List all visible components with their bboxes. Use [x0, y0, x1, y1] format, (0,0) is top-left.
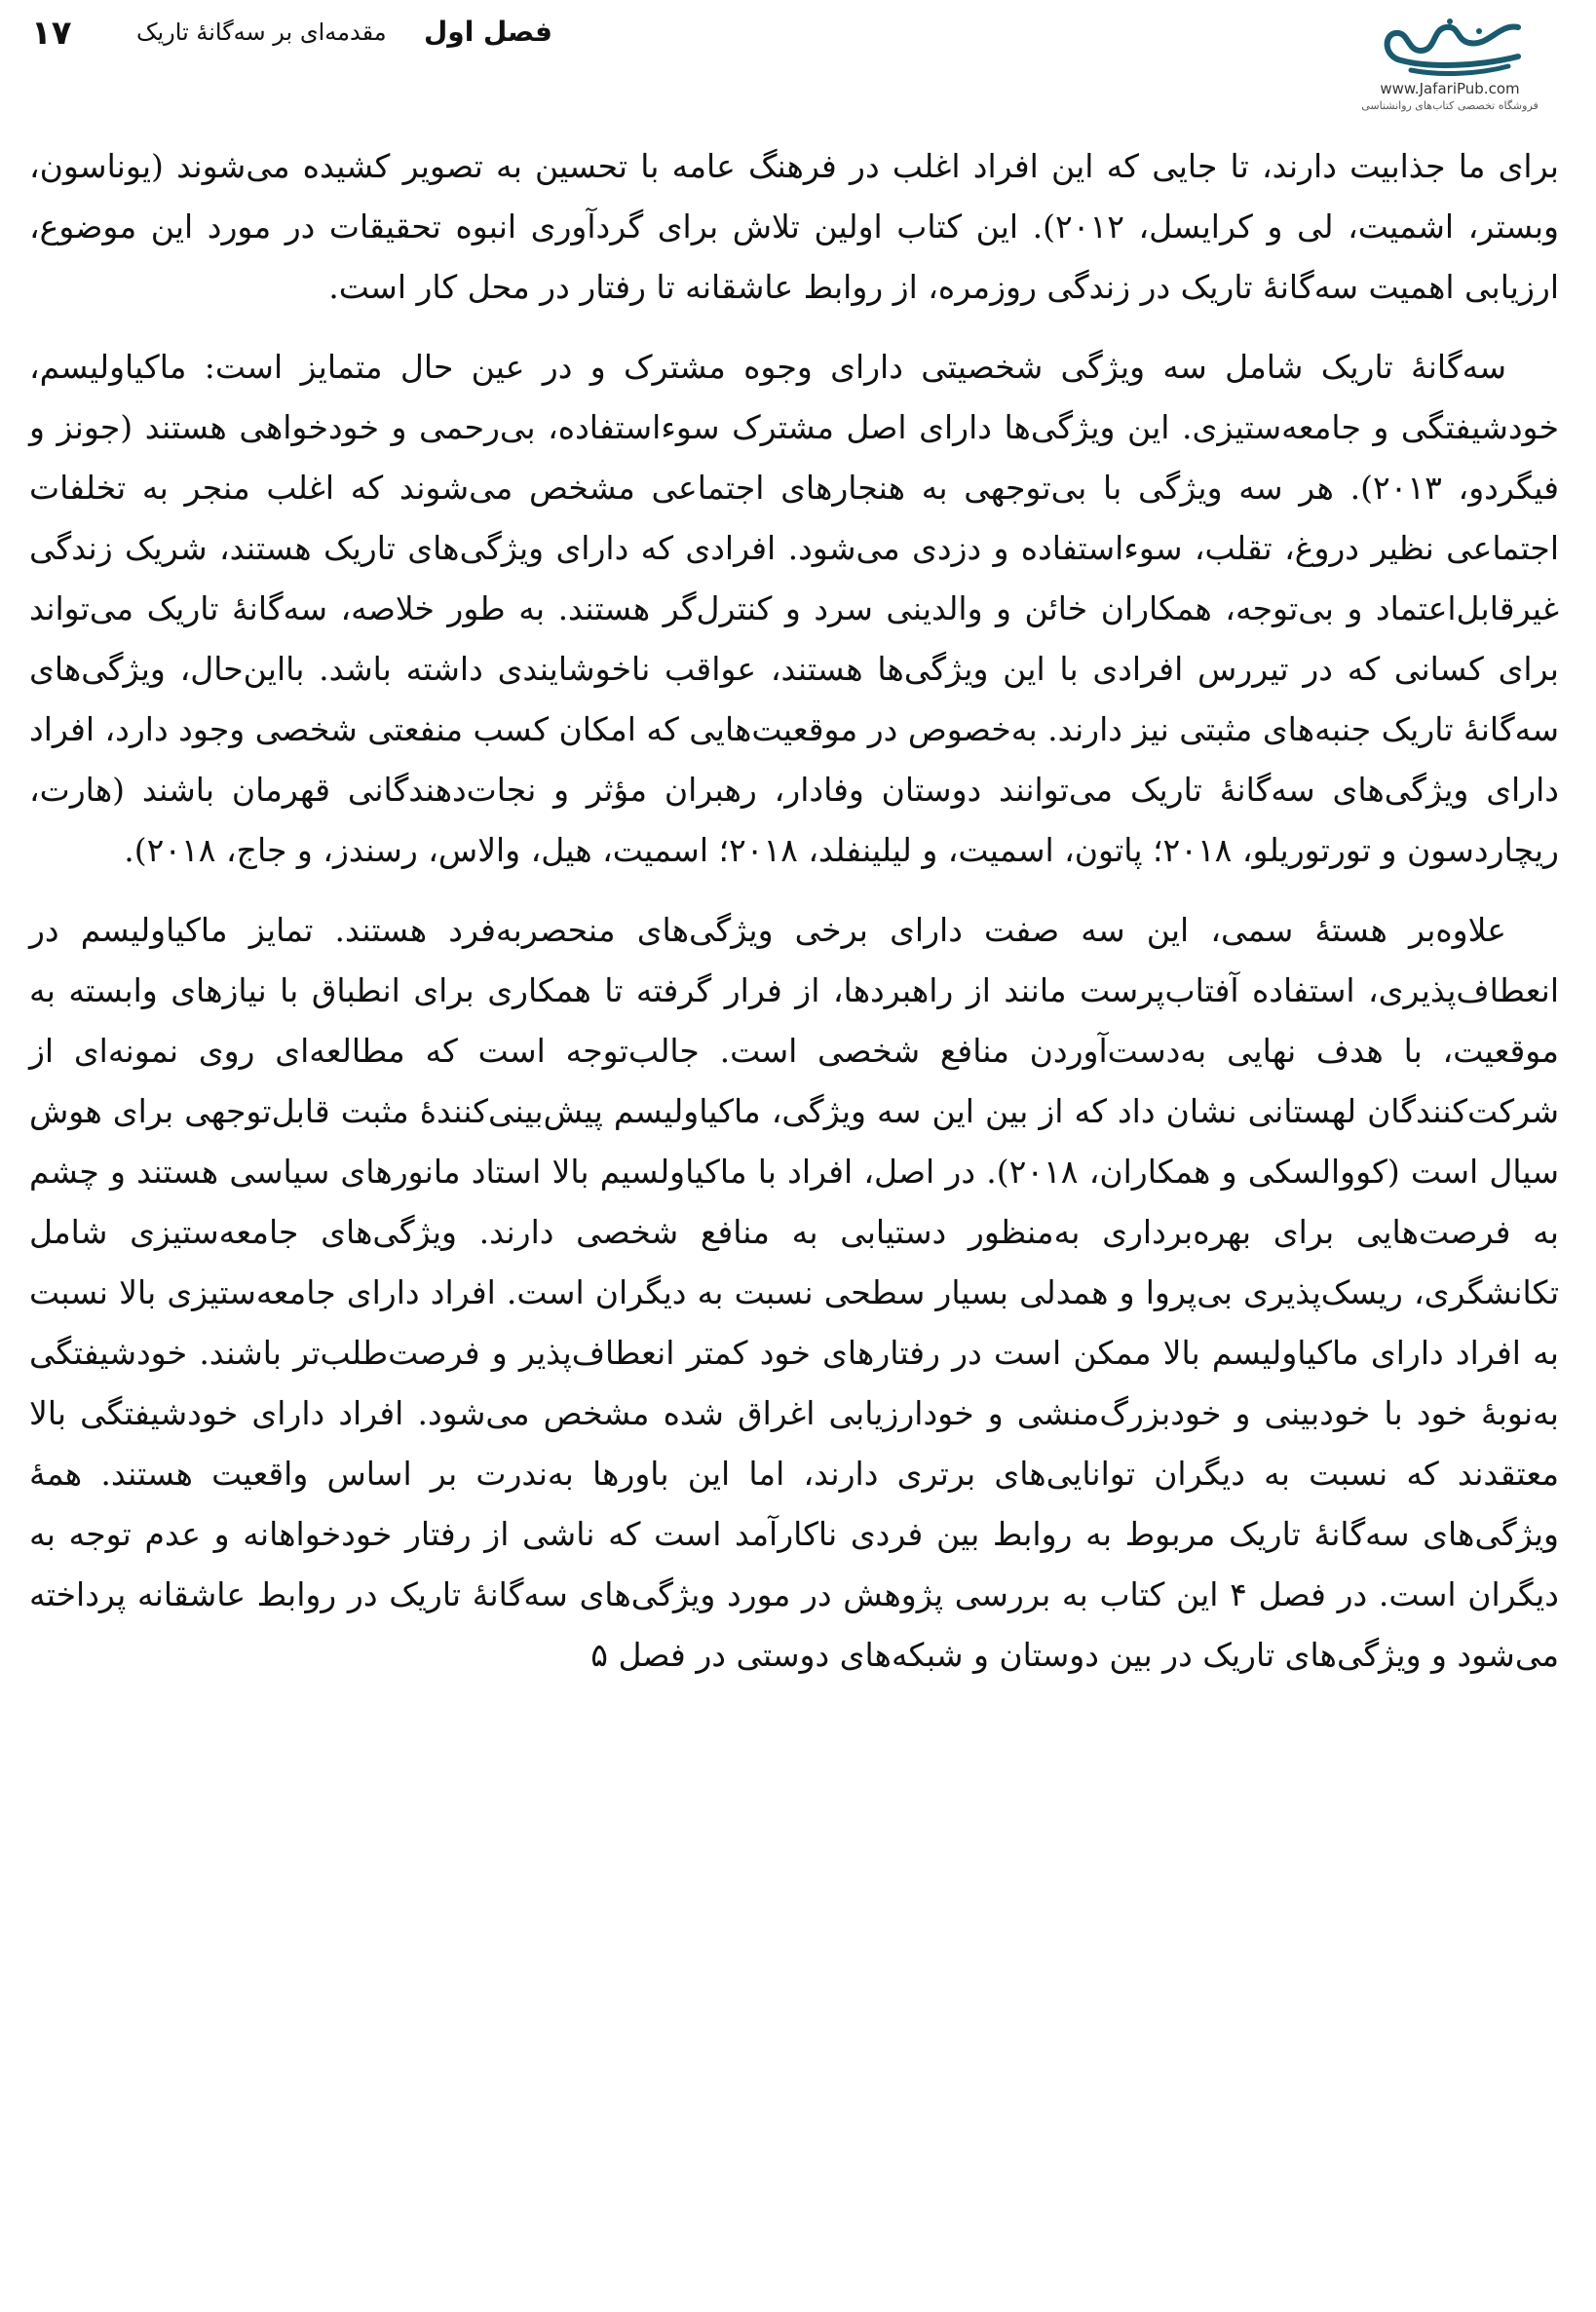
publisher-logo [1343, 18, 1557, 125]
publisher-logo-icon [1372, 18, 1528, 78]
page-header [0, 0, 1596, 117]
page-number: ۱۷ [31, 14, 72, 53]
publisher-url: www.JafariPub.com [1380, 80, 1520, 97]
chapter-title: فصل اول [424, 16, 552, 48]
paragraph-continuation: برای ما جذابیت دارند، تا جایی که این افراد اغلب در فرهنگ عامه با تحسین به تصویر کشیده می‌شوند (یوناسون، وبستر، اشمیت، لی و کرایسل، ۲۰۱۲). این کتاب اولین تلاش برای گردآوری انبوه تحقیقات در مورد این موضوع، ارزیابی اهمیت سه‌گانهٔ تاریک در زندگی روزمره، از روابط عاشقانه تا رفتار در محل کار است. [29, 147, 1559, 306]
publisher-tagline: فروشگاه تخصصی کتاب‌های روانشناسی [1361, 99, 1539, 112]
chapter-subtitle: مقدمه‌ای بر سه‌گانهٔ تاریک [136, 19, 387, 46]
paragraph-unique-traits: علاوه‌بر هستهٔ سمی، این سه صفت دارای برخی ویژگی‌های منحصربه‌فرد هستند. تمایز ماکیاولیسم در انعطاف‌پذیری، استفاده آفتاب‌پرست مانند از راهبردها، از فرار گرفته تا همکاری برای انطباق با نیازهای وابسته به موقعیت، با هدف نهایی به‌دست‌آوردن منافع شخصی است. جالب‌توجه است که مطالعه‌ای روی نمونه‌ای از شرکت‌کنندگان لهستانی نشان داد که از بین این سه ویژگی، ماکیاولیسم پیش‌بینی‌کنندهٔ مثبت قابل‌توجهی برای هوش سیال است (کووالسکی و همکاران، ۲۰۱۸). در اصل، افراد با ماکیاولسیم بالا استاد مانورهای سیاسی هستند و چشم به فرصت‌هایی برای بهره‌برداری به‌منظور دستیابی به منافع شخصی دارند. ویژگی‌های جامعه‌ستیزی شامل تکانشگری، ریسک‌پذیری بی‌پروا و همدلی بسیار سطحی نسبت به دیگران است. افراد دارای جامعه‌ستیزی بالا نسبت به افراد دارای ماکیاولیسم بالا ممکن است در رفتارهای خود کمتر انعطاف‌پذیر و فرصت‌طلب‌تر باشند. خودشیفتگی به‌نوبهٔ خود با خودبینی و خودبزرگ‌منشی و خودارزیابی اغراق شده مشخص می‌شود. افراد دارای خودشیفتگی بالا معتقدند که نسبت به دیگران توانایی‌های برتری دارند، اما این باورها به‌ندرت بر اساس واقعیت هستند. همهٔ ویژگی‌های سه‌گانهٔ تاریک مربوط به روابط بین فردی ناکارآمد است که ناشی از رفتار خودخواهانه و عدم توجه به دیگران است. در فصل ۴ این کتاب به بررسی پژوهش در مورد ویژگی‌های سه‌گانهٔ تاریک در روابط عاشقانه پرداخته می‌شود و ویژگی‌های تاریک در بین دوستان و شبکه‌های دوستی در فصل ۵ [29, 911, 1559, 1674]
paragraph-dark-triad-definition: سه‌گانهٔ تاریک شامل سه ویژگی شخصیتی دارای وجوه مشترک و در عین حال متمایز است: ماکیاولیسم، خودشیفتگی و جامعه‌ستیزی. این ویژگی‌ها دارای اصل مشترک سوءاستفاده، بی‌رحمی و خودخواهی هستند (جونز و فیگردو، ۲۰۱۳). هر سه ویژگی با بی‌توجهی به هنجارهای اجتماعی مشخص می‌شوند که اغلب منجر به تخلفات اجتماعی نظیر دروغ، تقلب، سوءاستفاده و دزدی می‌شود. افرادی که دارای ویژگی‌های تاریک هستند، شریک زندگی غیرقابل‌اعتماد و بی‌توجه، همکاران خائن و والدینی سرد و کنترل‌گر هستند. به طور خلاصه، سه‌گانهٔ تاریک می‌تواند برای کسانی که در تیررس افرادی با این ویژگی‌ها هستند، عواقب ناخوشایندی داشته باشد. بااین‌حال، ویژگی‌های سه‌گانهٔ تاریک جنبه‌های مثبتی نیز دارند. به‌خصوص در موقعیت‌هایی که امکان کسب منفعتی شخصی وجود دارد، افراد دارای ویژگی‌های سه‌گانهٔ تاریک می‌توانند دوستان وفادار، رهبران مؤثر و نجات‌دهندگانی قهرمان باشند (هارت، ریچاردسون و تورتوریلو، ۲۰۱۸؛ پاتون، اسمیت، و لیلینفلد، ۲۰۱۸؛ اسمیت، هیل، والاس، رسندز، و جاج، ۲۰۱۸). [29, 348, 1560, 869]
page-body [29, 136, 1559, 1705]
